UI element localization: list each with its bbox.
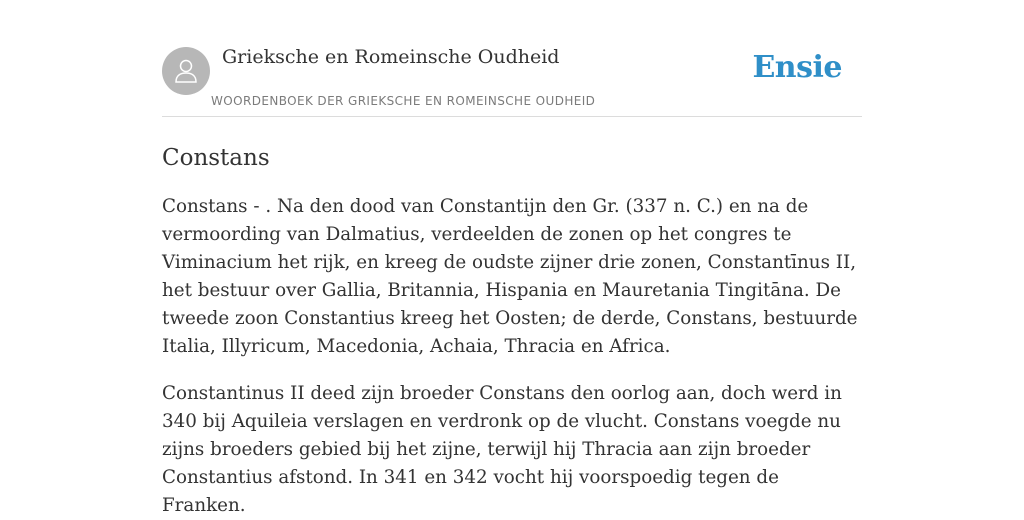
article-paragraph: Constantinus II deed zijn broeder Constans den oorlog aan, doch werd in 340 bij Aquileia verslagen en verdronk op de vlucht. Constans voegde nu zijns broeders gebied bij het zijne, terwijl hij Thracia aan zijn broeder Constantius afstond. In 341 en 342 vocht hij voorspoedig tegen de Franken. [162, 383, 842, 516]
source-subtitle: WOORDENBOEK DER GRIEKSCHE EN ROMEINSCHE OUDHEID [211, 94, 596, 108]
brand-logo[interactable]: Ensie [752, 50, 842, 85]
article-title: Constans [162, 145, 270, 171]
article-paragraph: Constans - . Na den dood van Constantijn den Gr. (337 n. C.) en na de vermoording van Dalmatius, verdeelden de zonen op het congres te Viminacium het rijk, en kreeg de oudste zijner drie zonen, Constantīnus II, het bestuur over Gallia, Britannia, Hispania en Mauretania Tingitāna. De tweede zoon Constantius kreeg het Oosten; de derde, Constans, bestuurde Italia, Illyricum, Macedonia, Achaia, Thracia en Africa. [162, 196, 858, 357]
user-icon [171, 56, 201, 86]
avatar[interactable] [162, 47, 210, 95]
source-title[interactable]: Grieksche en Romeinsche Oudheid [222, 46, 560, 68]
page-container [162, 0, 862, 520]
source-header [162, 0, 862, 117]
